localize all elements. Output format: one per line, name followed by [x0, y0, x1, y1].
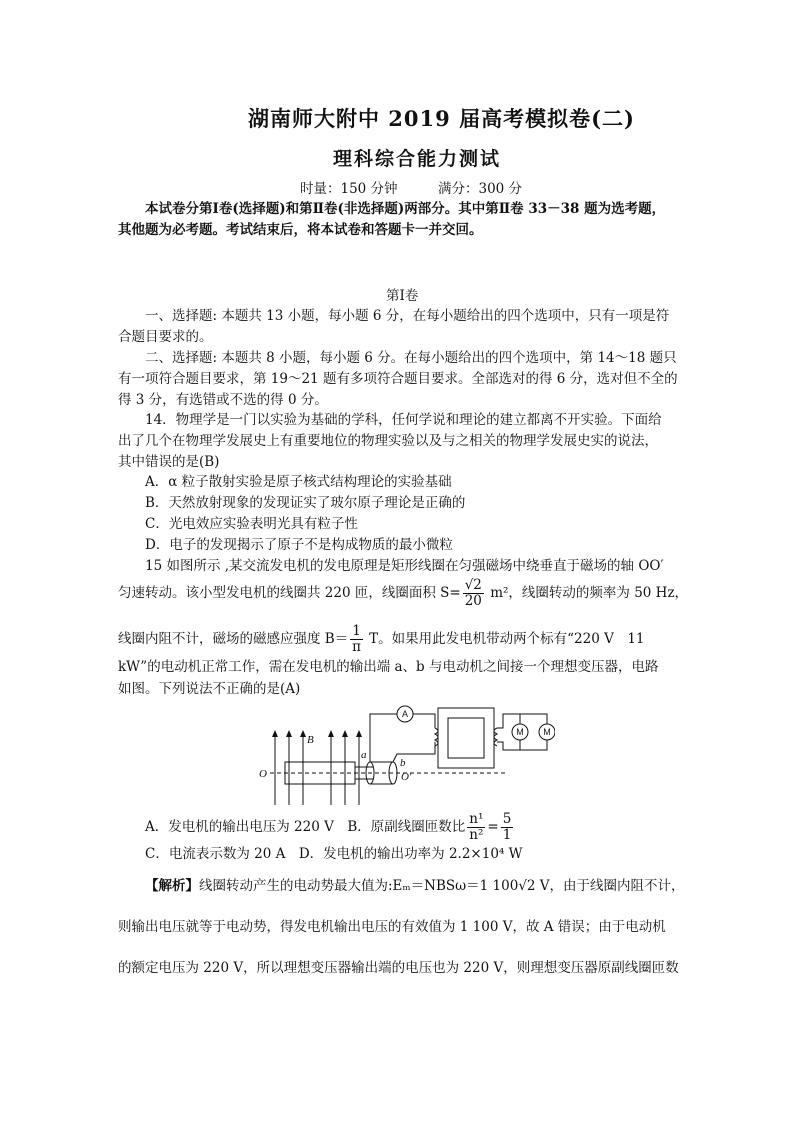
intro-line: 本试卷分第Ⅰ卷(选择题)和第Ⅱ卷(非选择题)两部分。其中第Ⅱ卷 33－38 题为选考题， — [145, 201, 666, 217]
intro-line: 其他题为必考题。考试结束后，将本试卷和答题卡一并交回。 — [118, 222, 483, 238]
time-label: 时量：150 分钟 — [300, 181, 398, 197]
label-o-prime: O′ — [401, 771, 412, 783]
page-title: 湖南师大附中 2019 届高考模拟卷(二) — [248, 106, 635, 131]
score-label: 满分：300 分 — [438, 181, 523, 197]
page-subtitle: 理科综合能力测试 — [333, 148, 502, 170]
analysis-line: 【解析】线圈转动产生的电动势最大值为:Eₘ＝NBSω＝1 100√2 V，由于线圈内阻不计， — [145, 878, 685, 894]
instruction-line: 得 3 分，有选错或不选的得 0 分。 — [118, 392, 328, 408]
label-o: O — [259, 768, 267, 780]
q14-option-d: D．电子的发现揭示了原子不是构成物质的最小微粒 — [145, 537, 453, 553]
q15-line: 15 如图所示 ,某交流发电机的发电原理是矩形线圈在匀强磁场中绕垂直于磁场的轴 OO′ — [145, 558, 664, 574]
q14-option-b: B．天然放射现象的发现证实了玻尔原子理论是正确的 — [145, 495, 466, 511]
ratio-fraction: $\frac{\text{n¹}}{\text{n²}}$ — [469, 811, 484, 843]
q14-stem: 14．物理学是一门以实验为基础的学科，任何学说和理论的建立都离不开实验。下面给 — [145, 412, 662, 428]
instruction-line: 有一项符合题目要求，第 19～21 题有多项符合题目要求。全部选对的得 6 分，选对但不全的 — [118, 371, 678, 387]
area-fraction: $\frac{√2}{20}$ — [464, 577, 482, 609]
q15-line: 线圈内阻不计，磁场的磁感应强度 B＝ $\frac{1}{\pi}$ T。如果用此发电机带动两个标有“220 V 11 — [118, 623, 645, 655]
ratio-value: $\frac{5}{1}$ — [502, 811, 512, 843]
q15-line: 匀速转动。该小型发电机的线圈共 220 匝，线圈面积 S= $\frac{√2}{20}$ m²，线圈转动的频率为 50 Hz， — [118, 577, 689, 609]
q15-options-ab: A．发电机的输出电压为 220 V B．原副线圈匝数比 $\frac{\text{n¹}}{\text{n²}}$ = $\frac{5}{1}$ — [145, 811, 512, 843]
label-a-terminal: a — [361, 749, 367, 761]
label-b-field: B — [307, 734, 314, 746]
q15-line: 如图。下列说法不正确的是(A) — [118, 681, 301, 697]
analysis-line: 的额定电压为 220 V，所以理想变压器输出端的电压也为 220 V，则理想变压器原副线圈匝数 — [118, 960, 679, 976]
q15-line: kW”的电动机正常工作，需在发电机的输出端 a、b 与电动机之间接一个理想变压器，电路 — [118, 659, 659, 675]
q14-option-c: C．光电效应实验表明光具有粒子性 — [145, 516, 358, 532]
q15-options-cd: C．电流表示数为 20 A D．发电机的输出功率为 2.2×10⁴ W — [145, 846, 523, 862]
label-b-terminal: b — [400, 757, 406, 769]
q14-stem: 其中错误的是(B) — [118, 454, 220, 470]
analysis-line: 则输出电压就等于电动势，得发电机输出电压的有效值为 1 100 V，故 A 错误；由于电动机 — [118, 919, 666, 935]
motor-icon: M — [543, 727, 551, 737]
magnetic-field-lines — [275, 732, 359, 805]
analysis-tag: 【解析】 — [145, 878, 199, 894]
b-fraction: $\frac{1}{\pi}$ — [352, 623, 361, 655]
q14-stem: 出了几个在物理学发展史上有重要地位的物理实验以及与之相关的物理学发展史实的说法， — [118, 433, 658, 449]
instruction-line: 合题目要求的。 — [118, 329, 213, 345]
motor-icon: M — [516, 727, 524, 737]
generator-circuit-diagram — [255, 700, 555, 810]
instruction-line: 二、选择题: 本题共 8 小题，每小题 6 分。在每小题给出的四个选项中，第 14～18 题只 — [145, 350, 677, 366]
q14-option-a: A．α 粒子散射实验是原子核式结构理论的实验基础 — [145, 474, 452, 490]
section-title: 第Ⅰ卷 — [386, 288, 419, 304]
ammeter-icon: A — [401, 709, 409, 719]
instruction-line: 一、选择题: 本题共 13 小题，每小题 6 分，在每小题给出的四个选项中，只有一项是符 — [145, 308, 670, 324]
